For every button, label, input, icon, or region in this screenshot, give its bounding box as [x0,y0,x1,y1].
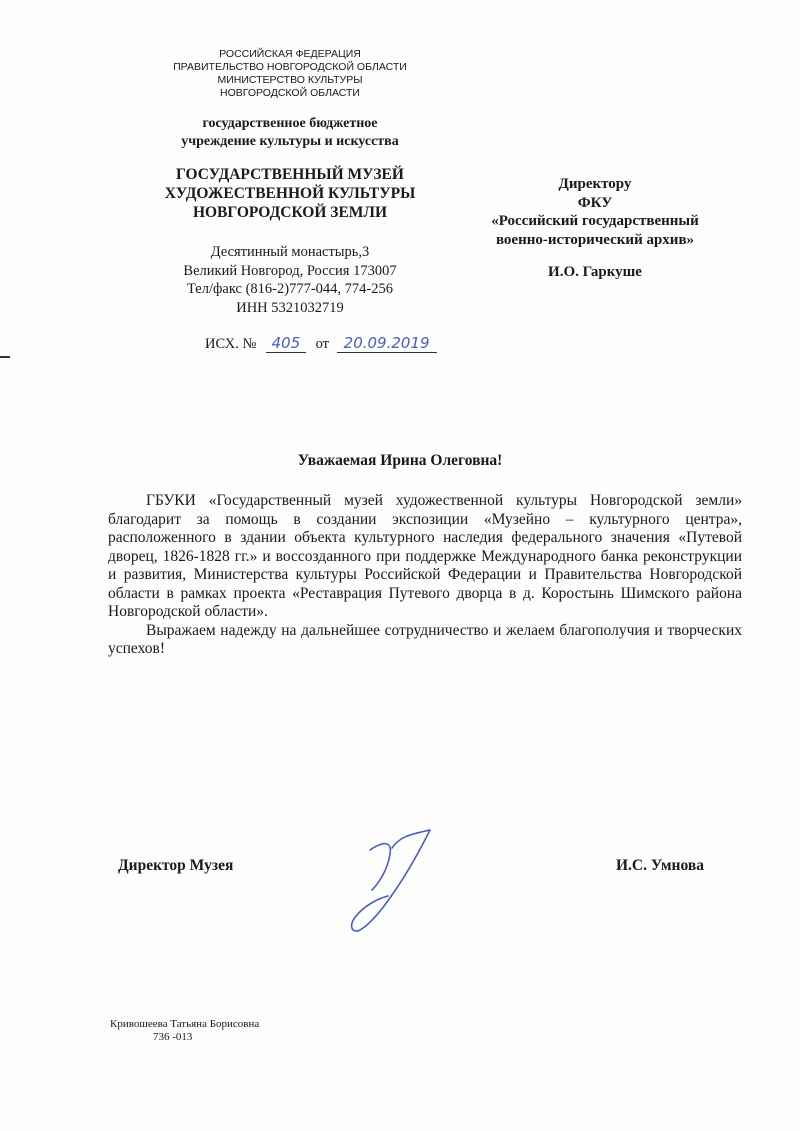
margin-mark [0,356,10,358]
handwritten-signature [330,820,450,940]
gov-line: ПРАВИТЕЛЬСТВО НОВГОРОДСКОЙ ОБЛАСТИ [173,61,407,73]
executor-info [110,1018,259,1044]
addressee-line: военно-исторический архив» [495,231,695,248]
address-block [120,243,460,317]
executor-name: Кривошеева Татьяна Борисовна [110,1018,260,1030]
body-paragraph: ГБУКИ «Государственный музей художественной культуры Новгородской земли» благодарит за помощь в создании экспозиции «Музейно – культурного центра», расположенного в здании объекта культурного наследия федерального значения «Путевой дворец, 1826-1828 гг.» и воссозданного при поддержке Международного банка реконструкции и развития, Министерства культуры Российской Федерации и Правительства Новгородской области в рамках проекта «Реставрация Путевого дворца в д. Коростынь Шимского района Новгородской области». [108,492,742,620]
gov-line: НОВГОРОДСКОЙ ОБЛАСТИ [220,87,360,99]
salutation: Уважаемая Ирина Олеговна! [297,452,503,469]
ref-date-label: от [315,336,329,352]
addressee-line: ФКУ [577,194,613,211]
ref-date: 20.09.2019 [337,334,437,353]
museum-name [120,165,460,222]
institution-type-line: учреждение культуры и искусства [181,134,399,149]
museum-name-line: НОВГОРОДСКОЙ ЗЕМЛИ [192,204,388,221]
signer-title: Директор Музея [118,857,234,874]
address-line: Десятинный монастырь,3 [210,244,370,260]
address-line: ИНН 5321032719 [236,299,344,316]
addressee-line: «Российский государственный [491,213,699,229]
government-header [150,48,430,100]
outgoing-reference [205,334,505,353]
addressee-name: И.О. Гаркуше [548,264,642,280]
signer-name: И.С. Умнова [616,857,704,874]
gov-line: МИНИСТЕРСТВО КУЛЬТУРЫ [217,74,363,86]
address-line: Великий Новгород, Россия 173007 [183,262,397,279]
addressee-line: Директору [558,176,632,192]
address-line: Тел/факс (816-2)777-044, 774-256 [187,281,393,297]
ref-label: ИСХ. № [205,336,257,352]
institution-type-line: государственное бюджетное [202,116,378,131]
gov-line: РОССИЙСКАЯ ФЕДЕРАЦИЯ [219,48,361,60]
addressee-block [440,175,750,282]
museum-name-line: ХУДОЖЕСТВЕННОЙ КУЛЬТУРЫ [164,185,416,202]
executor-phone: 736 -013 [153,1031,193,1043]
ref-number: 405 [266,334,306,353]
body-paragraph: Выражаем надежду на дальнейшее сотрудничество и желаем благополучия и творческих успехов! [108,621,742,657]
institution-type [120,115,460,151]
museum-name-line: ГОСУДАРСТВЕННЫЙ МУЗЕЙ [176,166,404,183]
letter-body [108,492,742,659]
